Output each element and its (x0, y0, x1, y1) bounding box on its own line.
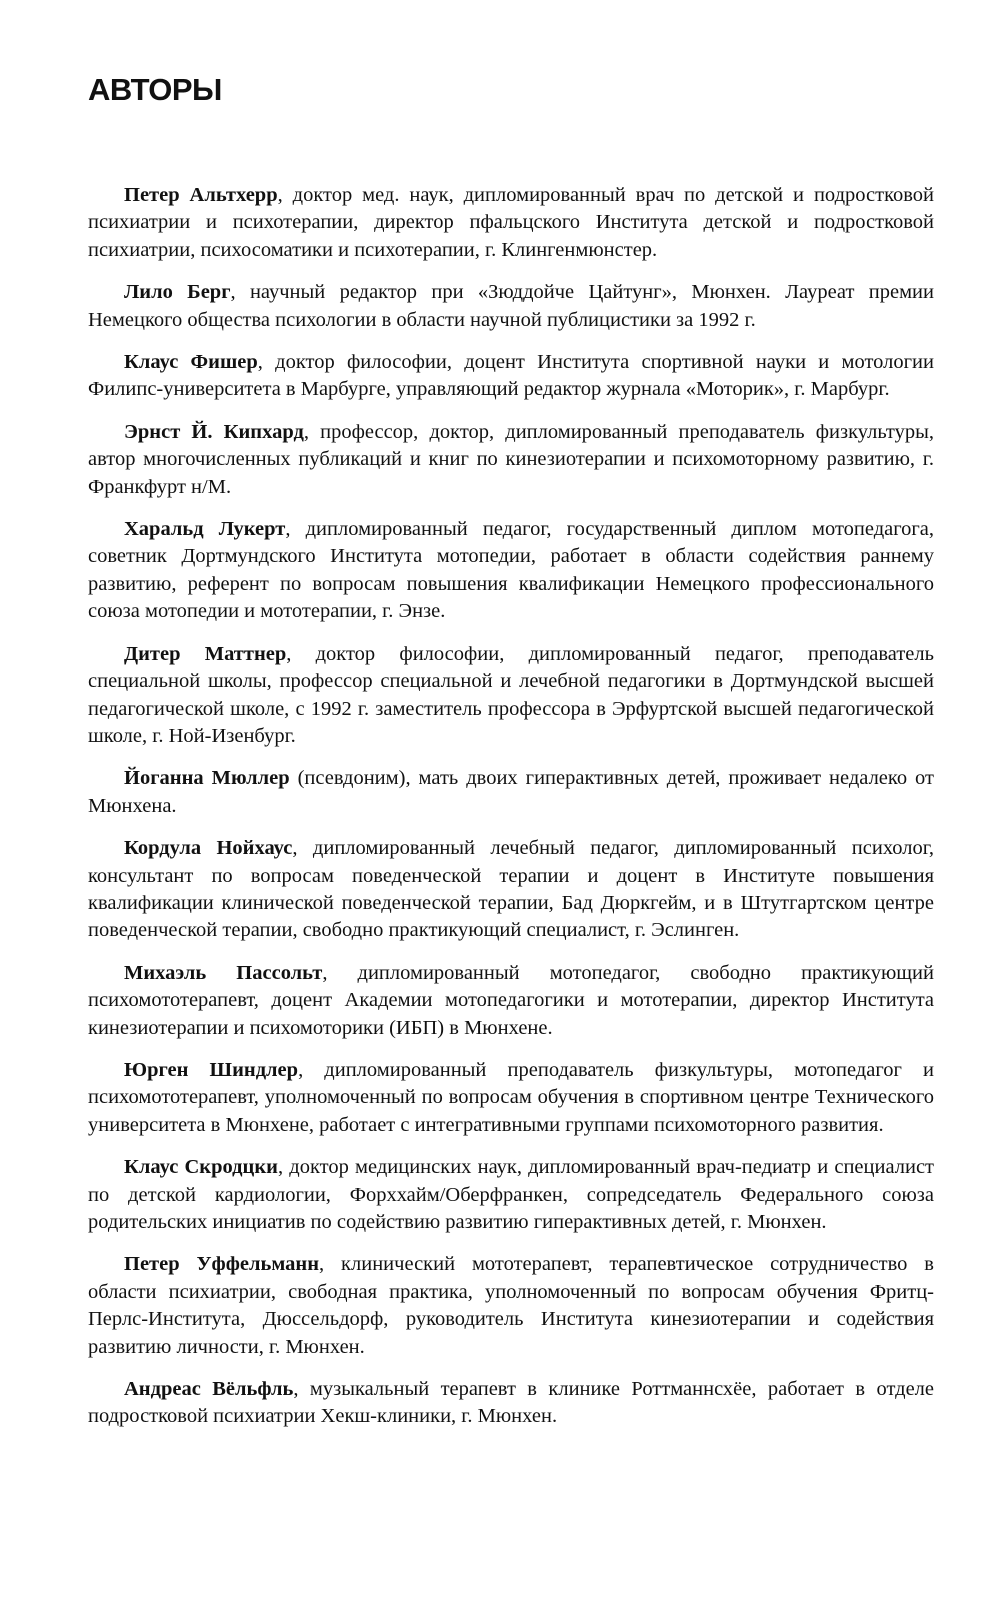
author-entry (88, 516, 934, 626)
author-description: , научный редактор при «Зюддойче Цайтунг», Мюнхен. Лауреат премии Немецкого общества психологии в области научной публицистики за 1992 г. (88, 281, 934, 331)
author-name: Клаус Скродцки (124, 1156, 278, 1179)
author-description: , доктор философии, дипломированный педагог, преподаватель специальной школы, профессор специальной и лечебной педагогики в Дортмундской высшей педагогической школе, с 1992 г. заместитель профессора в Эрфуртской высшей педагогической школе, г. Ной-Изенбург. (88, 642, 934, 747)
page-title: АВТОРЫ (88, 72, 222, 107)
author-name: Харальд Лукерт (124, 518, 286, 541)
author-name: Йоганна Мюллер (124, 767, 290, 790)
author-name: Клаус Фишер (124, 351, 258, 374)
author-name: Кордула Нойхаус (124, 837, 293, 860)
author-entry (88, 1154, 934, 1236)
author-description: , дипломированный мотопедагог, свободно практикующий психомототерапевт, доцент Академии мотопедагогики и мототерапии, директор Института кинезиотерапии и психомоторики (ИБП) в Мюнхене. (88, 961, 934, 1039)
author-entry (88, 279, 934, 334)
author-description: , клинический мототерапевт, терапевтическое сотрудничество в области психиатрии, свободная практика, уполномоченный по вопросам обучения Фритц-Перлс-Института, Дюссельдорф, руководитель Института кинезиотерапии и содействия развитию личности, г. Мюнхен. (88, 1253, 934, 1358)
author-entry (88, 1057, 934, 1139)
author-description: (псевдоним), мать двоих гиперактивных детей, проживает недалеко от Мюнхена. (88, 767, 934, 817)
author-description: , дипломированный лечебный педагог, дипломированный психолог, консультант по вопросам поведенческой терапии и доцент в Институте повышения квалификации клинической поведенческой терапии, Бад Дюркгейм, и в Штутгартском центре поведенческой терапии, свободно практикующий специалист, г. Эслинген. (88, 837, 934, 942)
author-entry (88, 1376, 934, 1431)
author-name: Дитер Маттнер (124, 642, 287, 665)
author-name: Михаэль Пассольт (124, 961, 323, 984)
author-description: , доктор мед. наук, дипломированный врач по детской и подростковой психиатрии и психотерапии, директор пфальцского Института детской и подростковой психиатрии, психосоматики и психотерапии, г. Клингенмюнстер. (88, 184, 934, 261)
author-description: , музыкальный терапевт в клинике Роттманнсхёе, работает в отделе подростковой психиатрии Хекш-клиники, г. Мюнхен. (88, 1378, 934, 1428)
author-entry (88, 1251, 934, 1361)
authors-list (88, 182, 934, 1446)
author-description: , дипломированный преподаватель физкультуры, мотопедагог и психомототерапевт, уполномоченный по вопросам обучения в спортивном центре Технического университета в Мюнхене, работает с интегративными группами психомоторного развития. (88, 1058, 934, 1136)
author-name: Андреас Вёльфль (124, 1378, 294, 1401)
author-entry (88, 641, 934, 751)
author-name: Юрген Шиндлер (124, 1058, 299, 1081)
author-entry (88, 765, 934, 820)
author-entry (88, 182, 934, 264)
author-description: , дипломированный педагог, государственный диплом мотопедагога, советник Дортмундского Института мотопедии, работает в области содействия раннему развитию, референт по вопросам повышения квалификации Немецкого профессионального союза мотопедии и мототерапии, г. Энзе. (88, 518, 935, 623)
author-entry (88, 835, 934, 945)
author-name: Петер Уффельманн (124, 1253, 320, 1276)
author-description: , профессор, доктор, дипломированный преподаватель физкультуры, автор многочисленных публикаций и книг по кинезиотерапии и психомоторному развитию, г. Франкфурт н/М. (88, 420, 934, 498)
page (88, 72, 935, 1428)
author-description: , доктор философии, доцент Института спортивной науки и мотологии Филипс-университета в Марбурге, управляющий редактор журнала «Моторик», г. Марбург. (88, 351, 934, 401)
author-entry (88, 349, 934, 404)
author-entry (88, 419, 934, 501)
author-name: Петер Альтхерр (124, 184, 278, 206)
author-entry (88, 960, 934, 1042)
author-name: Эрнст Й. Кипхард (124, 420, 304, 443)
author-description: , доктор медицинских наук, дипломированный врач-педиатр и специалист по детской кардиологии, Форххайм/Оберфранкен, сопредседатель Федерального союза родительских инициатив по содействию развитию гиперактивных детей, г. Мюнхен. (88, 1156, 934, 1233)
author-name: Лило Берг (124, 281, 231, 304)
